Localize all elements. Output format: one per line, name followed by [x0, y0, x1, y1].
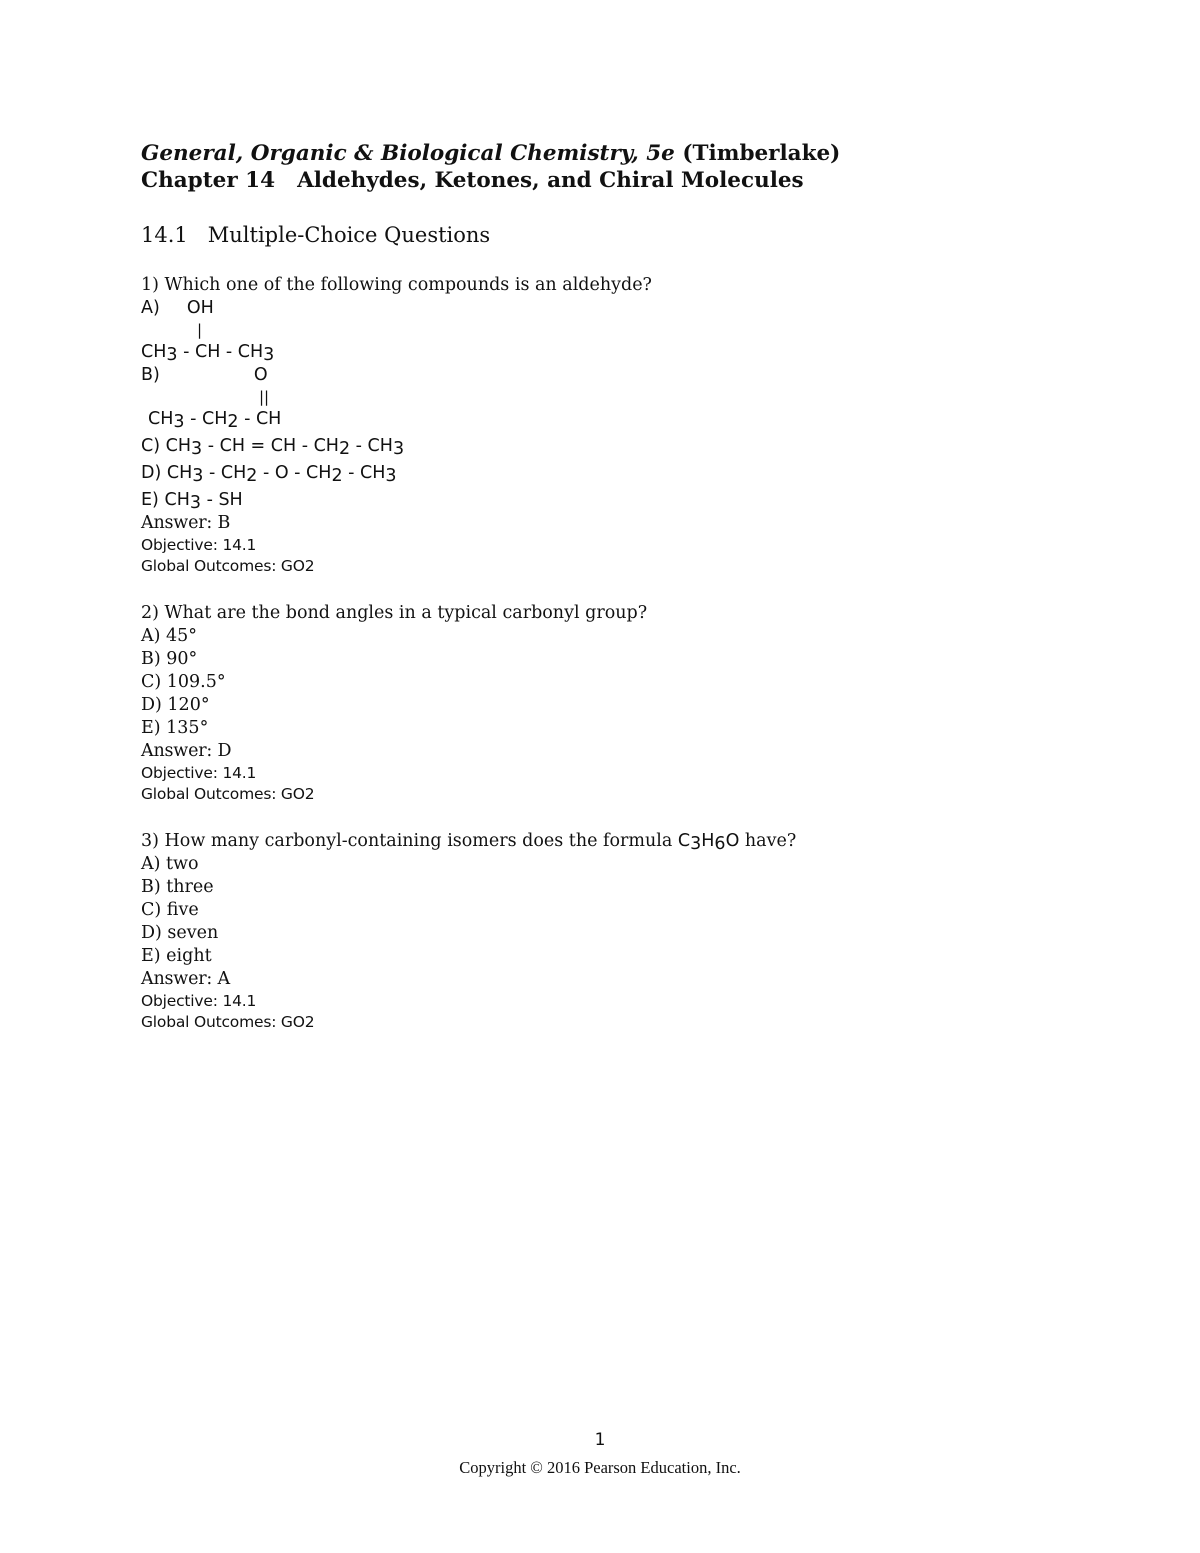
option-label: B) — [141, 365, 160, 385]
option-e: E) 135° — [141, 718, 209, 738]
option-d: D) seven — [141, 923, 219, 943]
option-c: C) CH3 - CH = CH - CH2 - CH3 — [141, 436, 405, 459]
single-bond: | — [197, 321, 203, 339]
question-stem: 2) What are the bond angles in a typical carbonyl group? — [141, 603, 648, 623]
section-heading — [141, 221, 1101, 249]
global-outcomes: Global Outcomes: GO2 — [141, 785, 315, 803]
section-number: 14.1 — [141, 223, 188, 247]
question-2 — [141, 602, 1101, 805]
question-1 — [141, 274, 1101, 577]
author: (Timberlake) — [682, 141, 841, 166]
option-c: C) 109.5° — [141, 672, 226, 692]
option-a-formula: CH3 - CH - CH3 — [141, 342, 275, 365]
document-header — [141, 140, 1101, 194]
option-b: B) three — [141, 877, 214, 897]
question-3 — [141, 830, 1101, 1033]
question-stem: 1) Which one of the following compounds is an aldehyde? — [141, 275, 652, 295]
option-e: E) eight — [141, 946, 212, 966]
section-title: Multiple-Choice Questions — [207, 223, 491, 247]
objective: Objective: 14.1 — [141, 764, 257, 782]
answer: Answer: A — [141, 969, 230, 989]
option-b — [141, 364, 1101, 431]
option-list — [141, 625, 1101, 740]
option-c: C) five — [141, 900, 199, 920]
hydroxyl-group: OH — [186, 298, 214, 318]
option-b: B) 90° — [141, 649, 198, 669]
question-list — [141, 274, 1101, 1033]
option-d: D) 120° — [141, 695, 210, 715]
answer: Answer: B — [141, 513, 231, 533]
molecular-formula: C3H6O — [677, 831, 740, 854]
option-a: A) two — [141, 854, 199, 874]
option-a — [141, 297, 1101, 364]
option-label: E) — [141, 490, 159, 510]
option-b-formula: CH3 - CH2 - CH — [148, 409, 282, 432]
page-number: 1 — [594, 1430, 606, 1450]
option-e: E) CH3 - SH — [141, 490, 243, 513]
option-label: D) — [141, 463, 162, 483]
option-a: A) 45° — [141, 626, 198, 646]
book-title-line — [141, 140, 1101, 167]
book-title: General, Organic & Biological Chemistry, 5e — [141, 141, 675, 166]
carbonyl-oxygen: O — [253, 365, 268, 385]
chapter-line — [141, 167, 1101, 194]
chapter-label: Chapter 14 — [141, 168, 276, 193]
objective: Objective: 14.1 — [141, 992, 257, 1010]
chapter-title: Aldehydes, Ketones, and Chiral Molecules — [297, 168, 804, 193]
answer: Answer: D — [141, 741, 232, 761]
option-d: D) CH3 - CH2 - O - CH2 - CH3 — [141, 463, 397, 486]
page-content — [141, 140, 1101, 1033]
option-label: C) — [141, 436, 161, 456]
option-label: A) — [141, 298, 160, 318]
global-outcomes: Global Outcomes: GO2 — [141, 1013, 315, 1031]
global-outcomes: Global Outcomes: GO2 — [141, 557, 315, 575]
option-list — [141, 853, 1101, 968]
objective: Objective: 14.1 — [141, 536, 257, 554]
double-bond: || — [259, 388, 270, 406]
question-stem: 3) How many carbonyl-containing isomers does the formula C3H6O have? — [141, 831, 797, 854]
copyright-notice: Copyright © 2016 Pearson Education, Inc. — [459, 1458, 741, 1477]
